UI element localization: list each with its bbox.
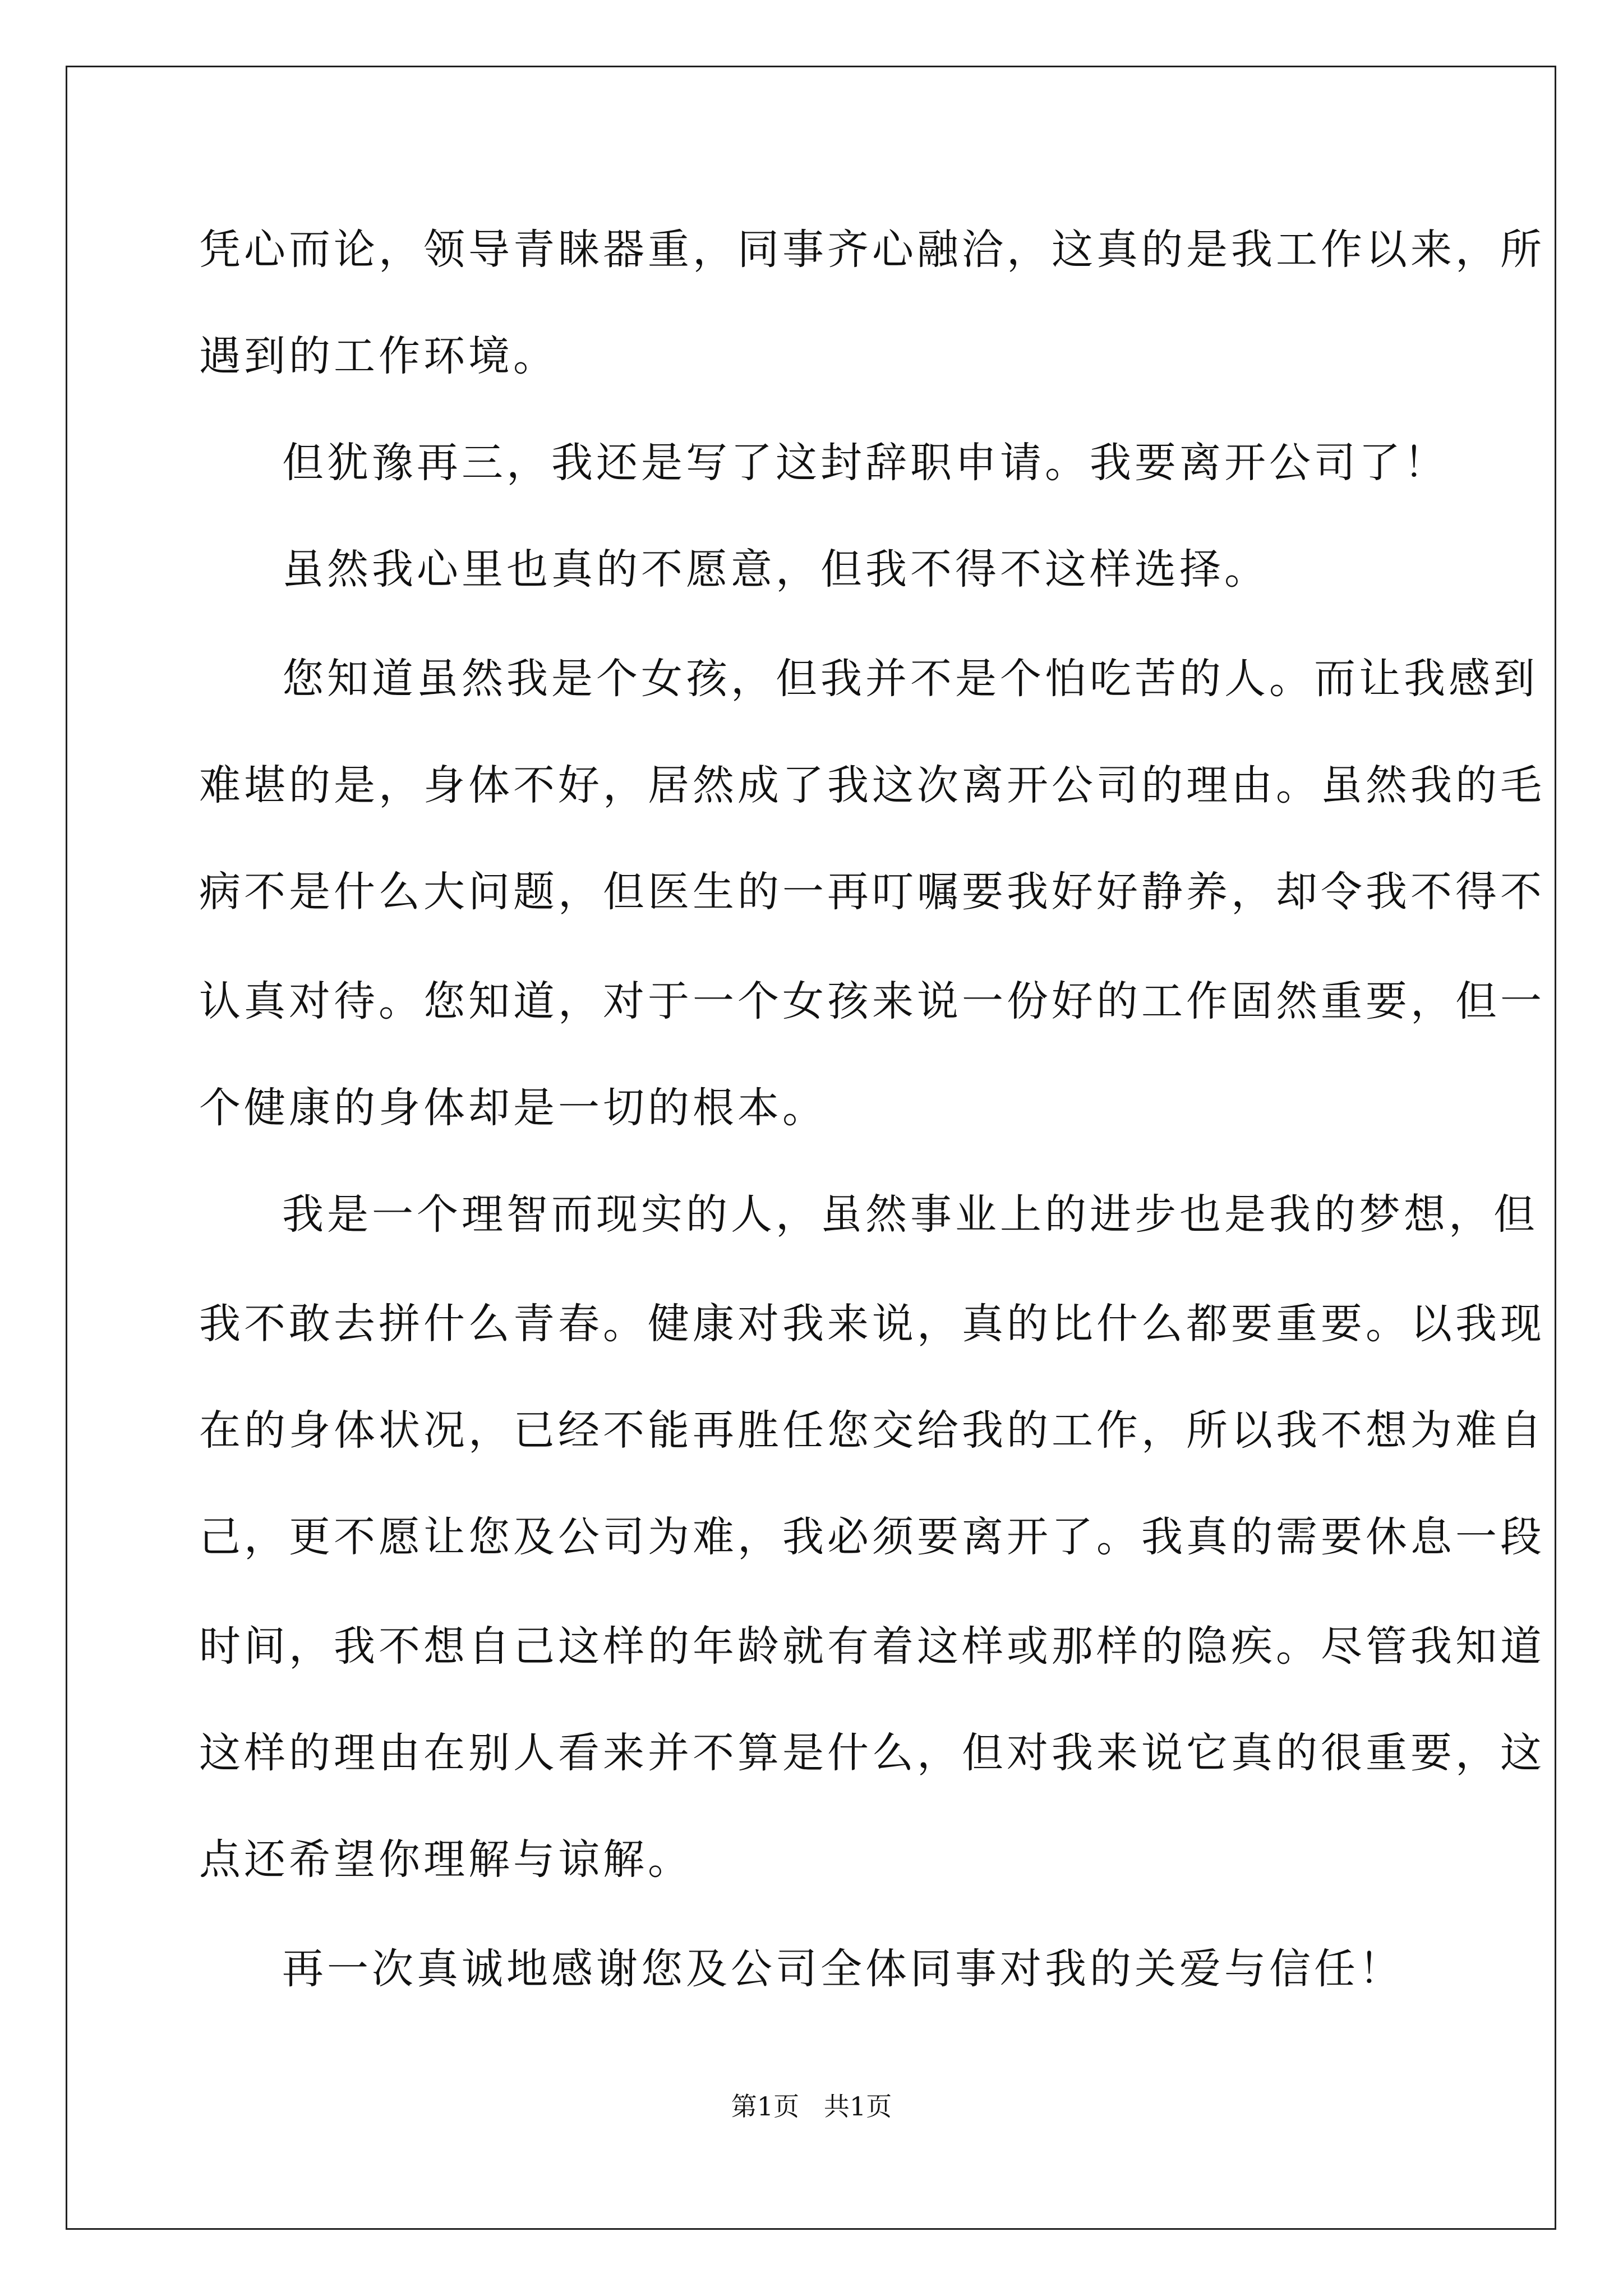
body-line-5: 您知道虽然我是个女孩，但我并不是个怕吃苦的人。而让我感到: [282, 655, 1538, 703]
body-line-15: 这样的理由在别人看来并不算是什么，但对我来说它真的很重要，这: [199, 1729, 1545, 1777]
body-line-6: 难堪的是，身体不好，居然成了我这次离开公司的理由。虽然我的毛: [199, 761, 1545, 809]
page-frame: [66, 66, 1556, 2230]
body-line-17: 再一次真诚地感谢您及公司全体同事对我的关爱与信任！: [282, 1945, 1404, 1993]
body-line-8: 认真对待。您知道，对于一个女孩来说一份好的工作固然重要，但一: [199, 977, 1545, 1025]
body-line-11: 我不敢去拼什么青春。健康对我来说，真的比什么都要重要。以我现: [199, 1300, 1545, 1348]
body-line-1: 凭心而论，领导青睐器重，同事齐心融洽，这真的是我工作以来，所: [199, 226, 1545, 274]
body-line-14: 时间，我不想自己这样的年龄就有着这样或那样的隐疾。尽管我知道: [199, 1622, 1545, 1671]
body-line-2: 遇到的工作环境。: [199, 332, 558, 380]
body-line-4: 虽然我心里也真的不愿意，但我不得不这样选择。: [282, 545, 1269, 593]
body-line-7: 病不是什么大问题，但医生的一再叮嘱要我好好静养，却令我不得不: [199, 868, 1545, 916]
body-line-13: 己，更不愿让您及公司为难，我必须要离开了。我真的需要休息一段: [199, 1513, 1545, 1561]
page-number-footer: 第1页 共1页: [731, 2091, 892, 2122]
body-line-9: 个健康的身体却是一切的根本。: [199, 1084, 827, 1132]
body-line-12: 在的身体状况，已经不能再胜任您交给我的工作，所以我不想为难自: [199, 1406, 1545, 1455]
body-line-3: 但犹豫再三，我还是写了这封辞职申请。我要离开公司了！: [282, 439, 1449, 487]
body-line-16: 点还希望你理解与谅解。: [199, 1835, 693, 1884]
body-line-10: 我是一个理智而现实的人，虽然事业上的进步也是我的梦想，但: [282, 1190, 1538, 1239]
